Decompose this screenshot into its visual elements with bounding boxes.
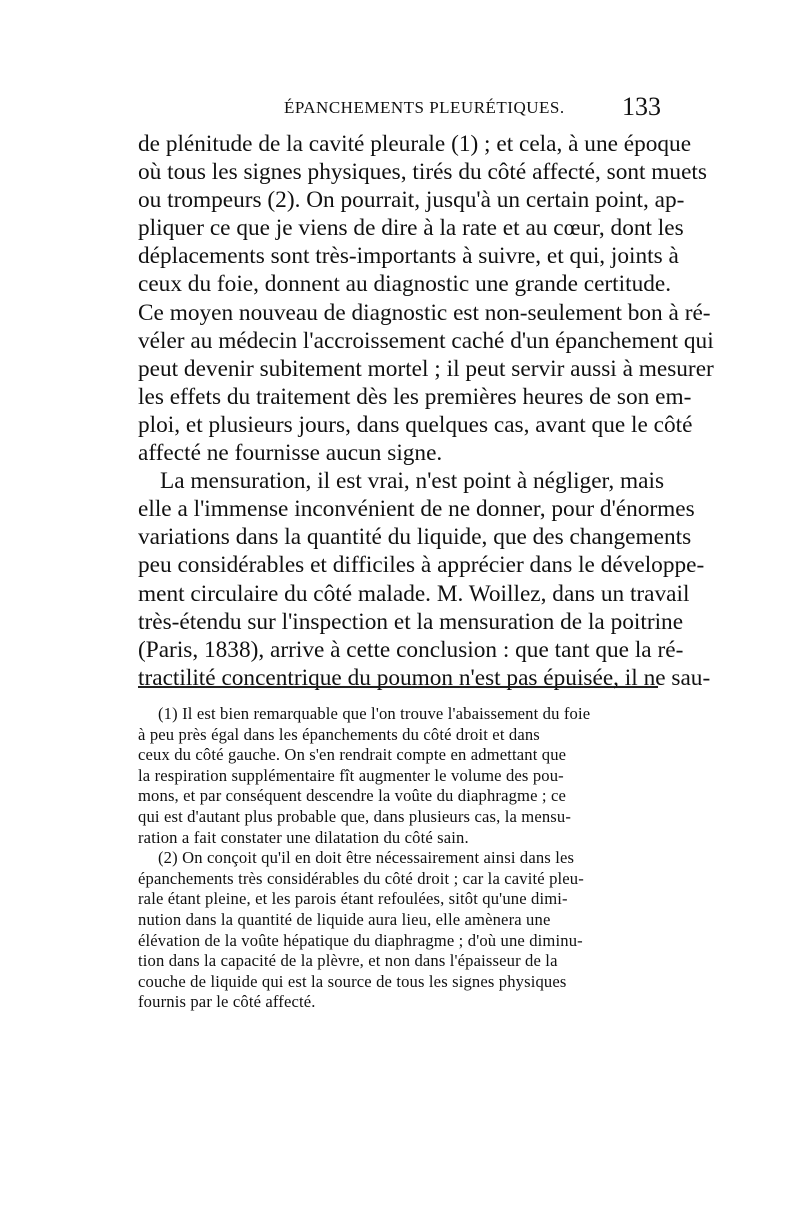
footnote-line: ceux du côté gauche. On s'en rendrait compte en admettant que bbox=[138, 745, 567, 765]
main-text bbox=[138, 130, 714, 692]
page-number: 133 bbox=[622, 92, 661, 121]
text-line: de plénitude de la cavité pleurale (1) ; et cela, à une époque bbox=[138, 131, 692, 157]
text-line: elle a l'immense inconvénient de ne donner, pour d'énormes bbox=[138, 496, 695, 523]
text-line: ploi, et plusieurs jours, dans quelques cas, avant que le côté bbox=[138, 411, 693, 438]
text-line: pliquer ce que je viens de dire à la rate et au cœur, dont les bbox=[138, 215, 684, 242]
text-line: très-étendu sur l'inspection et la mensuration de la poitrine bbox=[138, 608, 684, 635]
paragraph-2 bbox=[138, 467, 711, 692]
footnote-line: nution dans la quantité de liquide aura lieu, elle amènera une bbox=[138, 909, 551, 929]
text-line: Ce moyen nouveau de diagnostic est non-seulement bon à ré- bbox=[138, 299, 711, 326]
footnote-1 bbox=[138, 704, 668, 848]
paragraph-1 bbox=[138, 130, 714, 467]
text-line: déplacements sont très-importants à suivre, et qui, joints à bbox=[138, 243, 679, 270]
text-line: ment circulaire du côté malade. M. Woillez, dans un travail bbox=[138, 580, 690, 607]
text-line: affecté ne fournisse aucun signe. bbox=[138, 440, 443, 467]
running-title: ÉPANCHEMENTS PLEURÉTIQUES. bbox=[284, 98, 565, 117]
text-line: ou trompeurs (2). On pourrait, jusqu'à un certain point, ap- bbox=[138, 187, 685, 214]
text-line: véler au médecin l'accroissement caché d'un épanchement qui bbox=[138, 327, 714, 354]
footnote-line: rale étant pleine, et les parois étant refoulées, sitôt qu'une dimi- bbox=[138, 889, 568, 909]
footnote-line: à peu près égal dans les épanchements du côté droit et dans bbox=[138, 724, 540, 744]
text-line: peu considérables et difficiles à apprécier dans le développe- bbox=[138, 552, 705, 579]
text-line: peut devenir subitement mortel ; il peut servir aussi à mesurer bbox=[138, 355, 714, 382]
text-line: variations dans la quantité du liquide, que des changements bbox=[138, 524, 692, 551]
page-header bbox=[0, 92, 800, 126]
footnote-line: tion dans la capacité de la plèvre, et non dans l'épaisseur de la bbox=[138, 951, 558, 971]
footnote-line: (1) Il est bien remarquable que l'on trouve l'abaissement du foie bbox=[158, 704, 591, 723]
footnote-divider bbox=[138, 686, 658, 688]
footnote-line: ration a fait constater une dilatation du côté sain. bbox=[138, 827, 469, 847]
text-line: ceux du foie, donnent au diagnostic une grande certitude. bbox=[138, 271, 672, 298]
footnote-line: couche de liquide qui est la source de tous les signes physiques bbox=[138, 971, 567, 991]
footnote-line: fournis par le côté affecté. bbox=[138, 992, 316, 1012]
footnote-line: épanchements très considérables du côté droit ; car la cavité pleu- bbox=[138, 868, 584, 888]
footnote-2 bbox=[138, 848, 668, 1013]
text-line: les effets du traitement dès les premières heures de son em- bbox=[138, 383, 692, 410]
footnotes bbox=[138, 704, 668, 1013]
footnote-line: mons, et par conséquent descendre la voûte du diaphragme ; ce bbox=[138, 786, 566, 806]
text-line: La mensuration, il est vrai, n'est point à négliger, mais bbox=[160, 468, 665, 495]
footnote-line: élévation de la voûte hépatique du diaphragme ; d'où une diminu- bbox=[138, 930, 583, 950]
footnote-line: (2) On conçoit qu'il en doit être nécessairement ainsi dans les bbox=[158, 848, 575, 868]
text-line: où tous les signes physiques, tirés du côté affecté, sont muets bbox=[138, 159, 707, 186]
text-line: tractilité concentrique du poumon n'est pas épuisée, il ne sau- bbox=[138, 664, 711, 691]
footnote-line: la respiration supplémentaire fît augmenter le volume des pou- bbox=[138, 765, 564, 785]
footnote-line: qui est d'autant plus probable que, dans plusieurs cas, la mensu- bbox=[138, 806, 572, 826]
text-line: (Paris, 1838), arrive à cette conclusion : que tant que la ré- bbox=[138, 636, 684, 663]
